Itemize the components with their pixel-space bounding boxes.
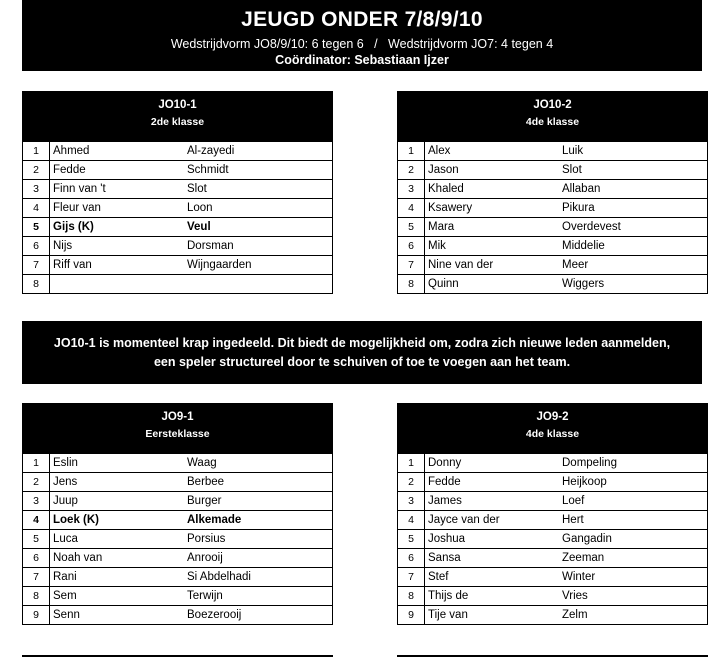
player-number: 3 — [23, 492, 50, 511]
player-first-name: Stef — [425, 568, 560, 587]
player-last-name: Pikura — [559, 199, 708, 218]
player-first-name: Eslin — [50, 454, 185, 473]
player-number: 1 — [23, 454, 50, 473]
player-last-name: Gangadin — [559, 530, 708, 549]
notice-banner — [22, 321, 702, 384]
player-number: 4 — [23, 199, 50, 218]
player-last-name: Porsius — [184, 530, 333, 549]
player-first-name: Senn — [50, 606, 185, 625]
player-row — [23, 256, 333, 275]
player-row — [398, 199, 708, 218]
player-row — [23, 549, 333, 568]
player-last-name: Si Abdelhadi — [184, 568, 333, 587]
player-first-name: Donny — [425, 454, 560, 473]
player-last-name: Alkemade — [184, 511, 333, 530]
player-last-name: Loon — [184, 199, 333, 218]
team-name: JO10-1 — [158, 99, 197, 111]
player-last-name: Zelm — [559, 606, 708, 625]
player-first-name: Riff van — [50, 256, 185, 275]
page-header — [22, 0, 702, 71]
team-header — [397, 403, 708, 453]
player-row — [23, 511, 333, 530]
player-row — [398, 161, 708, 180]
player-last-name: Hert — [559, 511, 708, 530]
team-class: Eersteklasse — [145, 428, 210, 440]
match-format: Wedstrijdvorm JO8/9/10: 6 tegen 6 / Wedstrijdvorm JO7: 4 tegen 4 — [170, 37, 554, 51]
player-number: 9 — [23, 606, 50, 625]
player-row — [398, 587, 708, 606]
player-number: 5 — [398, 530, 425, 549]
player-last-name: Allaban — [559, 180, 708, 199]
player-last-name: Wiggers — [559, 275, 708, 294]
player-number: 2 — [23, 473, 50, 492]
player-number: 2 — [23, 161, 50, 180]
player-row — [23, 606, 333, 625]
roster-table — [397, 453, 708, 625]
player-row — [398, 568, 708, 587]
player-number: 7 — [23, 256, 50, 275]
team-header — [397, 91, 708, 141]
team-jo10-2 — [397, 91, 708, 294]
roster-table — [22, 141, 333, 294]
player-number: 7 — [398, 256, 425, 275]
player-last-name: Middelie — [559, 237, 708, 256]
player-last-name: Wijngaarden — [184, 256, 333, 275]
player-first-name: Joshua — [425, 530, 560, 549]
player-number: 2 — [398, 473, 425, 492]
player-first-name: James — [425, 492, 560, 511]
player-number: 4 — [23, 511, 50, 530]
player-first-name: Gijs (K) — [50, 218, 185, 237]
player-row — [23, 454, 333, 473]
player-first-name: Nine van der — [425, 256, 560, 275]
player-row — [23, 492, 333, 511]
player-number: 1 — [398, 454, 425, 473]
player-row — [23, 587, 333, 606]
team-class: 4de klasse — [525, 116, 580, 128]
player-last-name: Dompeling — [559, 454, 708, 473]
player-last-name: Slot — [559, 161, 708, 180]
player-row — [398, 549, 708, 568]
player-row — [23, 199, 333, 218]
player-first-name: Fedde — [425, 473, 560, 492]
team-class: 2de klasse — [150, 116, 205, 128]
player-first-name: Thijs de — [425, 587, 560, 606]
player-row — [398, 142, 708, 161]
player-number: 3 — [23, 180, 50, 199]
player-row — [23, 142, 333, 161]
player-last-name: Burger — [184, 492, 333, 511]
player-last-name: Berbee — [184, 473, 333, 492]
player-first-name: Sansa — [425, 549, 560, 568]
player-number: 3 — [398, 180, 425, 199]
player-last-name: Dorsman — [184, 237, 333, 256]
player-last-name: Waag — [184, 454, 333, 473]
player-first-name: Fleur van — [50, 199, 185, 218]
player-row — [398, 275, 708, 294]
player-first-name: Mara — [425, 218, 560, 237]
roster-table — [397, 141, 708, 294]
player-last-name: Meer — [559, 256, 708, 275]
player-number: 8 — [23, 587, 50, 606]
player-last-name — [184, 275, 333, 294]
team-header — [22, 403, 333, 453]
player-row — [23, 473, 333, 492]
player-first-name: Noah van — [50, 549, 185, 568]
player-number: 4 — [398, 511, 425, 530]
player-row — [23, 237, 333, 256]
player-row — [398, 256, 708, 275]
player-first-name: Mik — [425, 237, 560, 256]
player-first-name: Fedde — [50, 161, 185, 180]
player-number: 7 — [23, 568, 50, 587]
player-last-name: Al-zayedi — [184, 142, 333, 161]
player-last-name: Heijkoop — [559, 473, 708, 492]
player-last-name: Winter — [559, 568, 708, 587]
player-row — [398, 237, 708, 256]
coordinator: Coördinator: Sebastiaan Ijzer — [275, 53, 449, 67]
player-first-name: Rani — [50, 568, 185, 587]
player-first-name: Loek (K) — [50, 511, 185, 530]
player-first-name: Tije van — [425, 606, 560, 625]
team-name: JO10-2 — [533, 99, 572, 111]
player-number: 5 — [23, 218, 50, 237]
notice-line-1: JO10-1 is momenteel krap ingedeeld. Dit biedt de mogelijkheid om, zodra zich nieuwe leden aanmelden, — [53, 336, 671, 350]
player-row — [398, 454, 708, 473]
player-row — [23, 180, 333, 199]
player-last-name: Terwijn — [184, 587, 333, 606]
player-number: 6 — [23, 237, 50, 256]
player-number: 9 — [398, 606, 425, 625]
player-row — [398, 492, 708, 511]
player-row — [398, 511, 708, 530]
player-number: 7 — [398, 568, 425, 587]
player-number: 6 — [23, 549, 50, 568]
player-first-name: Quinn — [425, 275, 560, 294]
player-last-name: Anrooij — [184, 549, 333, 568]
player-first-name: Finn van 't — [50, 180, 185, 199]
player-last-name: Loef — [559, 492, 708, 511]
team-jo10-1 — [22, 91, 333, 294]
player-first-name: Jens — [50, 473, 185, 492]
player-number: 2 — [398, 161, 425, 180]
player-last-name: Boezerooij — [184, 606, 333, 625]
player-last-name: Zeeman — [559, 549, 708, 568]
team-name: JO9-1 — [161, 411, 194, 423]
player-last-name: Luik — [559, 142, 708, 161]
player-first-name: Ahmed — [50, 142, 185, 161]
player-first-name: Alex — [425, 142, 560, 161]
player-first-name — [50, 275, 185, 294]
player-number: 5 — [23, 530, 50, 549]
team-jo9-1 — [22, 403, 333, 625]
player-last-name: Vries — [559, 587, 708, 606]
player-number: 1 — [23, 142, 50, 161]
player-last-name: Overdevest — [559, 218, 708, 237]
player-first-name: Nijs — [50, 237, 185, 256]
player-first-name: Juup — [50, 492, 185, 511]
player-number: 8 — [398, 587, 425, 606]
player-row — [23, 530, 333, 549]
notice-line-2: een speler structureel door te schuiven of toe te voegen aan het team. — [153, 355, 571, 369]
player-row — [398, 218, 708, 237]
roster-table — [22, 453, 333, 625]
team-class: 4de klasse — [525, 428, 580, 440]
player-first-name: Sem — [50, 587, 185, 606]
player-number: 8 — [23, 275, 50, 294]
player-row — [23, 161, 333, 180]
player-number: 8 — [398, 275, 425, 294]
player-last-name: Veul — [184, 218, 333, 237]
player-last-name: Schmidt — [184, 161, 333, 180]
player-first-name: Luca — [50, 530, 185, 549]
team-name: JO9-2 — [536, 411, 569, 423]
player-row — [23, 568, 333, 587]
player-number: 1 — [398, 142, 425, 161]
player-first-name: Ksawery — [425, 199, 560, 218]
player-last-name: Slot — [184, 180, 333, 199]
team-jo9-2 — [397, 403, 708, 625]
player-row — [398, 473, 708, 492]
team-header — [22, 91, 333, 141]
player-number: 6 — [398, 549, 425, 568]
player-first-name: Jayce van der — [425, 511, 560, 530]
player-number: 5 — [398, 218, 425, 237]
player-row — [23, 275, 333, 294]
player-row — [398, 606, 708, 625]
page-title: JEUGD ONDER 7/8/9/10 — [241, 8, 483, 31]
player-row — [23, 218, 333, 237]
player-number: 3 — [398, 492, 425, 511]
player-number: 6 — [398, 237, 425, 256]
player-row — [398, 530, 708, 549]
player-first-name: Khaled — [425, 180, 560, 199]
player-first-name: Jason — [425, 161, 560, 180]
player-number: 4 — [398, 199, 425, 218]
player-row — [398, 180, 708, 199]
